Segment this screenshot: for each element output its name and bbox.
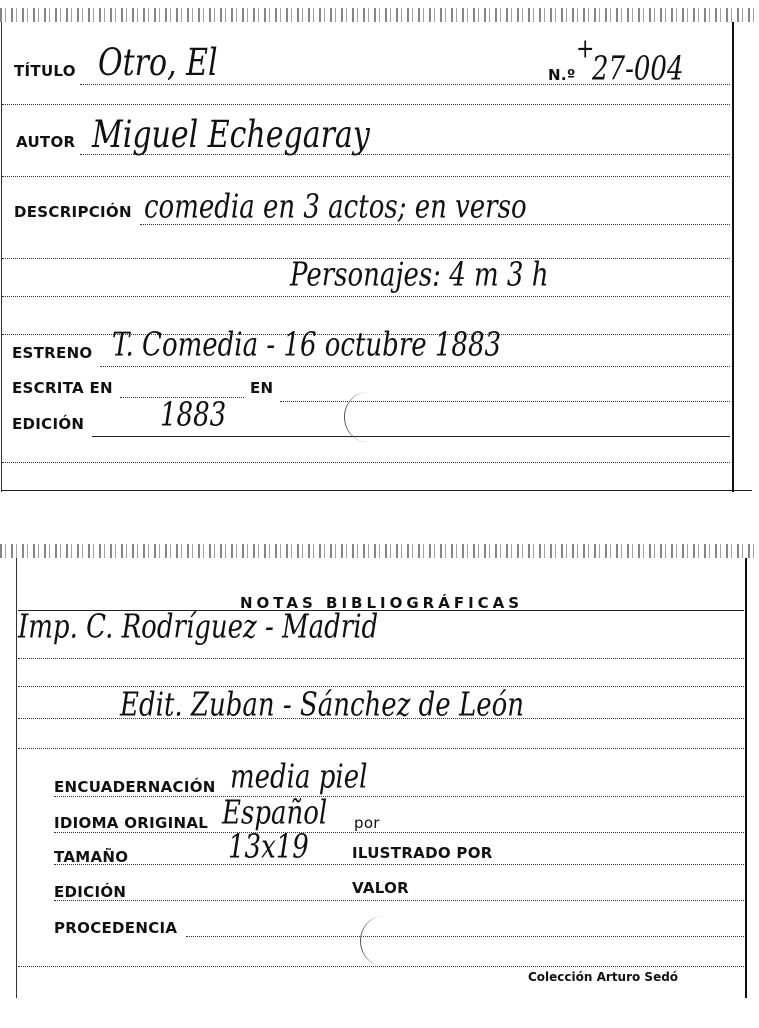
label-idioma-original: IDIOMA ORIGINAL	[54, 814, 209, 832]
value-idioma-original: Español	[222, 794, 328, 832]
rule-bottom	[18, 966, 744, 967]
rule-2	[2, 176, 730, 177]
label-edicion-2: EDICIÓN	[54, 883, 127, 901]
value-autor: Miguel Echegaray	[92, 113, 370, 157]
rule-edicion	[92, 436, 730, 437]
label-estreno: ESTRENO	[12, 344, 93, 362]
label-titulo: TÍTULO	[14, 62, 76, 80]
rule-tamano	[54, 864, 744, 865]
collection-credit: Colección Arturo Sedó	[528, 970, 679, 984]
label-ilustrado-por: ILUSTRADO POR	[352, 844, 493, 862]
rule-procedencia	[186, 936, 744, 937]
value-encuadernacion: media piel	[230, 758, 368, 796]
label-descripcion: DESCRIPCIÓN	[14, 203, 132, 221]
rule-edicion-2	[54, 900, 744, 901]
card-left-edge	[1, 22, 2, 492]
value-descripcion: comedia en 3 actos; en verso	[144, 188, 527, 226]
label-edicion: EDICIÓN	[12, 415, 85, 433]
label-numero: N.º	[548, 66, 576, 84]
rule-note-3	[18, 718, 744, 719]
note-editorial: Edit. Zuban - Sánchez de León	[120, 686, 524, 724]
catalog-card-back	[0, 540, 759, 1028]
label-autor: AUTOR	[16, 133, 76, 151]
catalog-card-front	[0, 0, 759, 495]
rule-note-2	[18, 686, 744, 687]
label-escrita-en: ESCRITA EN	[12, 379, 113, 397]
rule-note-1	[18, 658, 744, 659]
label-procedencia: PROCEDENCIA	[54, 919, 178, 937]
rule-descripcion	[140, 224, 730, 225]
rule-autor	[80, 154, 730, 155]
card-top-edge	[0, 544, 759, 558]
value-numero-mark: +	[576, 33, 595, 65]
card-left-edge	[16, 558, 17, 998]
rule-1	[2, 104, 730, 105]
value-tamano: 13x19	[228, 828, 309, 866]
label-encuadernacion: ENCUADERNACIÓN	[54, 778, 216, 796]
blind-stamp	[360, 916, 407, 966]
value-edicion: 1883	[160, 396, 227, 434]
value-titulo: Otro, El	[98, 41, 218, 85]
rule-estreno	[100, 366, 730, 367]
rule-note-4	[18, 748, 744, 749]
rule-bottom-2	[2, 490, 752, 491]
card-right-border	[732, 22, 734, 492]
card-right-border	[745, 558, 747, 998]
rule-titulo	[80, 84, 730, 85]
value-personajes: Personajes: 4 m 3 h	[290, 256, 549, 294]
heading-notas: NOTAS BIBLIOGRÁFICAS	[240, 594, 524, 612]
rule-encuadernacion	[54, 796, 744, 797]
rule-4	[2, 296, 730, 297]
label-tamano: TAMAÑO	[54, 848, 129, 866]
label-valor: VALOR	[352, 879, 410, 897]
label-por: por	[354, 814, 380, 832]
rule-idioma	[54, 832, 744, 833]
blind-stamp	[344, 392, 391, 442]
rule-bottom-1	[2, 462, 730, 463]
label-en: EN	[250, 379, 274, 397]
value-numero: 27-004	[592, 50, 684, 88]
card-top-edge	[0, 8, 759, 22]
note-imprenta: Imp. C. Rodríguez - Madrid	[18, 608, 379, 646]
value-estreno: T. Comedia - 16 octubre 1883	[112, 326, 502, 364]
